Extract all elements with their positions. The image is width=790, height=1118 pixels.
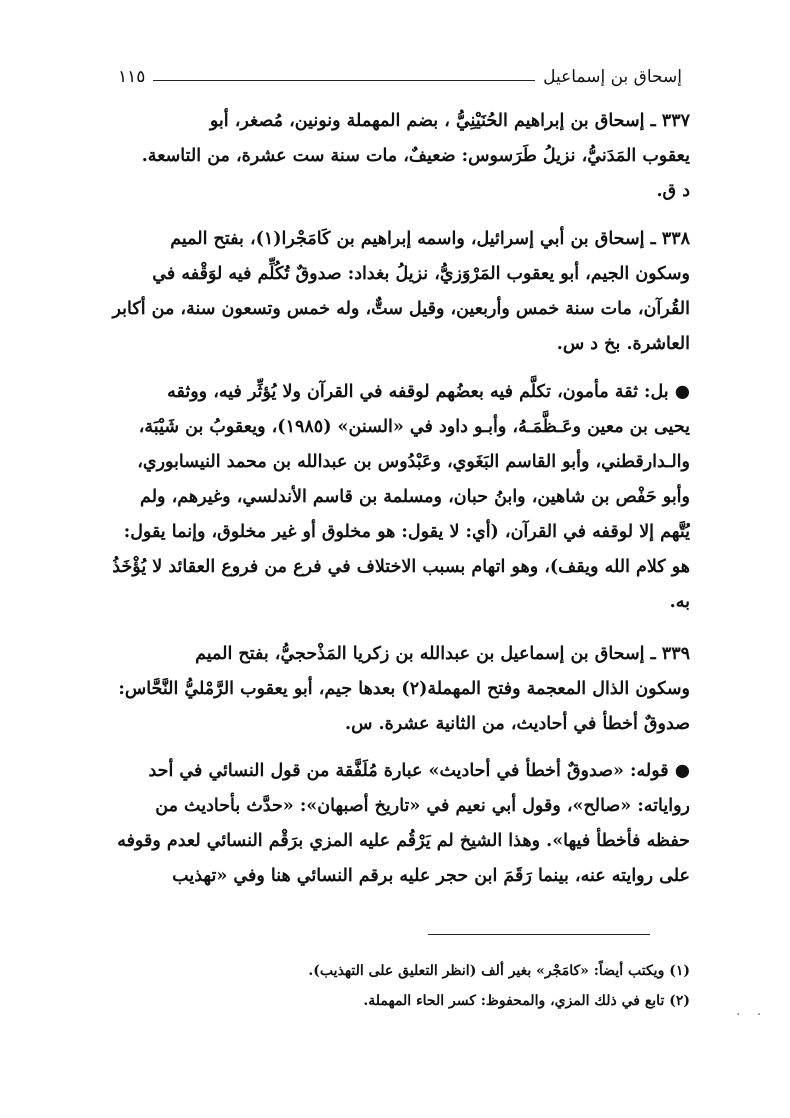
text-line: وأبو حَفْص بن شاهين، وابنُ حبان، ومسلمة بن قاسم الأندلسي، وغيرهم، ولم	[140, 487, 690, 507]
text-line: العاشرة. بخ د س.	[556, 334, 690, 354]
text-line: ٣٣٨ ـ إسحاق بن أبي إسرائيل، واسمه إبراهيم بن كَامَجْرا(١)، بفتح الميم	[170, 229, 690, 249]
running-header	[118, 62, 682, 92]
text-line: صدوقٌ أخطأ في أحاديث، من الثانية عشرة. س.	[344, 714, 690, 734]
text-line: ٣٣٧ ـ إسحاق بن إبراهيم الحُنَيْنِيُّ ، بضم المهملة ونونين، مُصغر، أبو	[209, 111, 690, 131]
text-line: حفظه فأخطأ فيها». وهذا الشيخ لم يَرْقُم عليه المزي برَقْم النسائي لعدم وقوفه	[117, 831, 690, 851]
text-line: يعقوب المَدَنيُّ، نزيلُ طَرَسوس: ضعيفٌ، مات سنة ست عشرة، من التاسعة.	[141, 146, 690, 166]
margin-marks: . .	[736, 1003, 768, 1019]
text-line: رواياته: «صالح»، وقول أبي نعيم في «تاريخ أصبهان»: «حدَّث بأحاديث من	[155, 796, 690, 816]
entry-337	[100, 104, 690, 209]
header-title: إسحاق بن إسماعيل	[543, 67, 682, 87]
text-line: د ق.	[656, 181, 690, 201]
header-rule	[153, 80, 535, 81]
comment-339	[100, 754, 690, 894]
entry-338	[100, 222, 690, 362]
footnote-rule	[428, 934, 650, 935]
text-line: ● بل: ثقة مأمون، تكلَّم فيه بعضُهم لوقفه في القرآن ولا يُؤثِّر فيه، ووثقه	[167, 382, 690, 402]
footnote-2: (٢) تابع في ذلك المزي، والمحفوظ: كسر الحاء المهملة.	[363, 993, 690, 1009]
text-line: هو كلام الله ويقف)، وهو اتهام بسبب الاختلاف في فرع من فروع العقائد لا يُؤْخَذُ	[112, 557, 690, 577]
text-line: وسكون الجيم، أبو يعقوب المَرْوَزيُّ، نزيلُ بغداد: صدوقٌ تُكُلِّم فيه لوَقْفه في	[152, 264, 690, 284]
text-line: على روايته عنه، بينما رَقَمَ ابن حجر عليه برقم النسائي هنا وفي «تهذيب	[172, 866, 690, 886]
text-line: ٣٣٩ ـ إسحاق بن إسماعيل بن عبدالله بن زكريا المَذْحجيُّ، بفتح الميم	[195, 644, 690, 664]
text-line: يحيى بن معين وعَـظَّمَـهُ، وأبـو داود في «السنن» (١٩٨٥)، ويعقوبُ بن شَيْبَة،	[138, 417, 690, 437]
text-line: والـدارقطني، وأبو القاسم البَغَوي، وعَبْدُوس بن عبدالله بن محمد النيسابوري،	[137, 452, 690, 472]
comment-338	[100, 375, 690, 620]
footnotes	[150, 956, 690, 1016]
text-line: وسكون الذال المعجمة وفتح المهملة(٢) بعدها جيم، أبو يعقوب الرَّمْليُّ النَّحَّاس:	[118, 679, 690, 699]
text-line: يُتَّهم إلا لوقفه في القرآن، (أي: لا يقول: هو مخلوق أو غير مخلوق، وإنما يقول:	[123, 522, 690, 542]
entry-339	[100, 637, 690, 742]
page-number: ١١٥	[118, 67, 146, 87]
footnote-1: (١) ويكتب أيضاً: «كامَجْر» بغير ألف (انظر التعليق على التهذيب).	[308, 963, 690, 979]
text-line: به.	[669, 592, 690, 612]
text-line: القُرآن، مات سنة خمس وأربعين، وقيل ستٌّ، وله خمس وتسعون سنة، من أكابر	[112, 299, 690, 319]
text-line: ● قوله: «صدوقٌ أخطأ في أحاديث» عبارة مُلَفَّقة من قول النسائي في أحد	[148, 761, 690, 781]
